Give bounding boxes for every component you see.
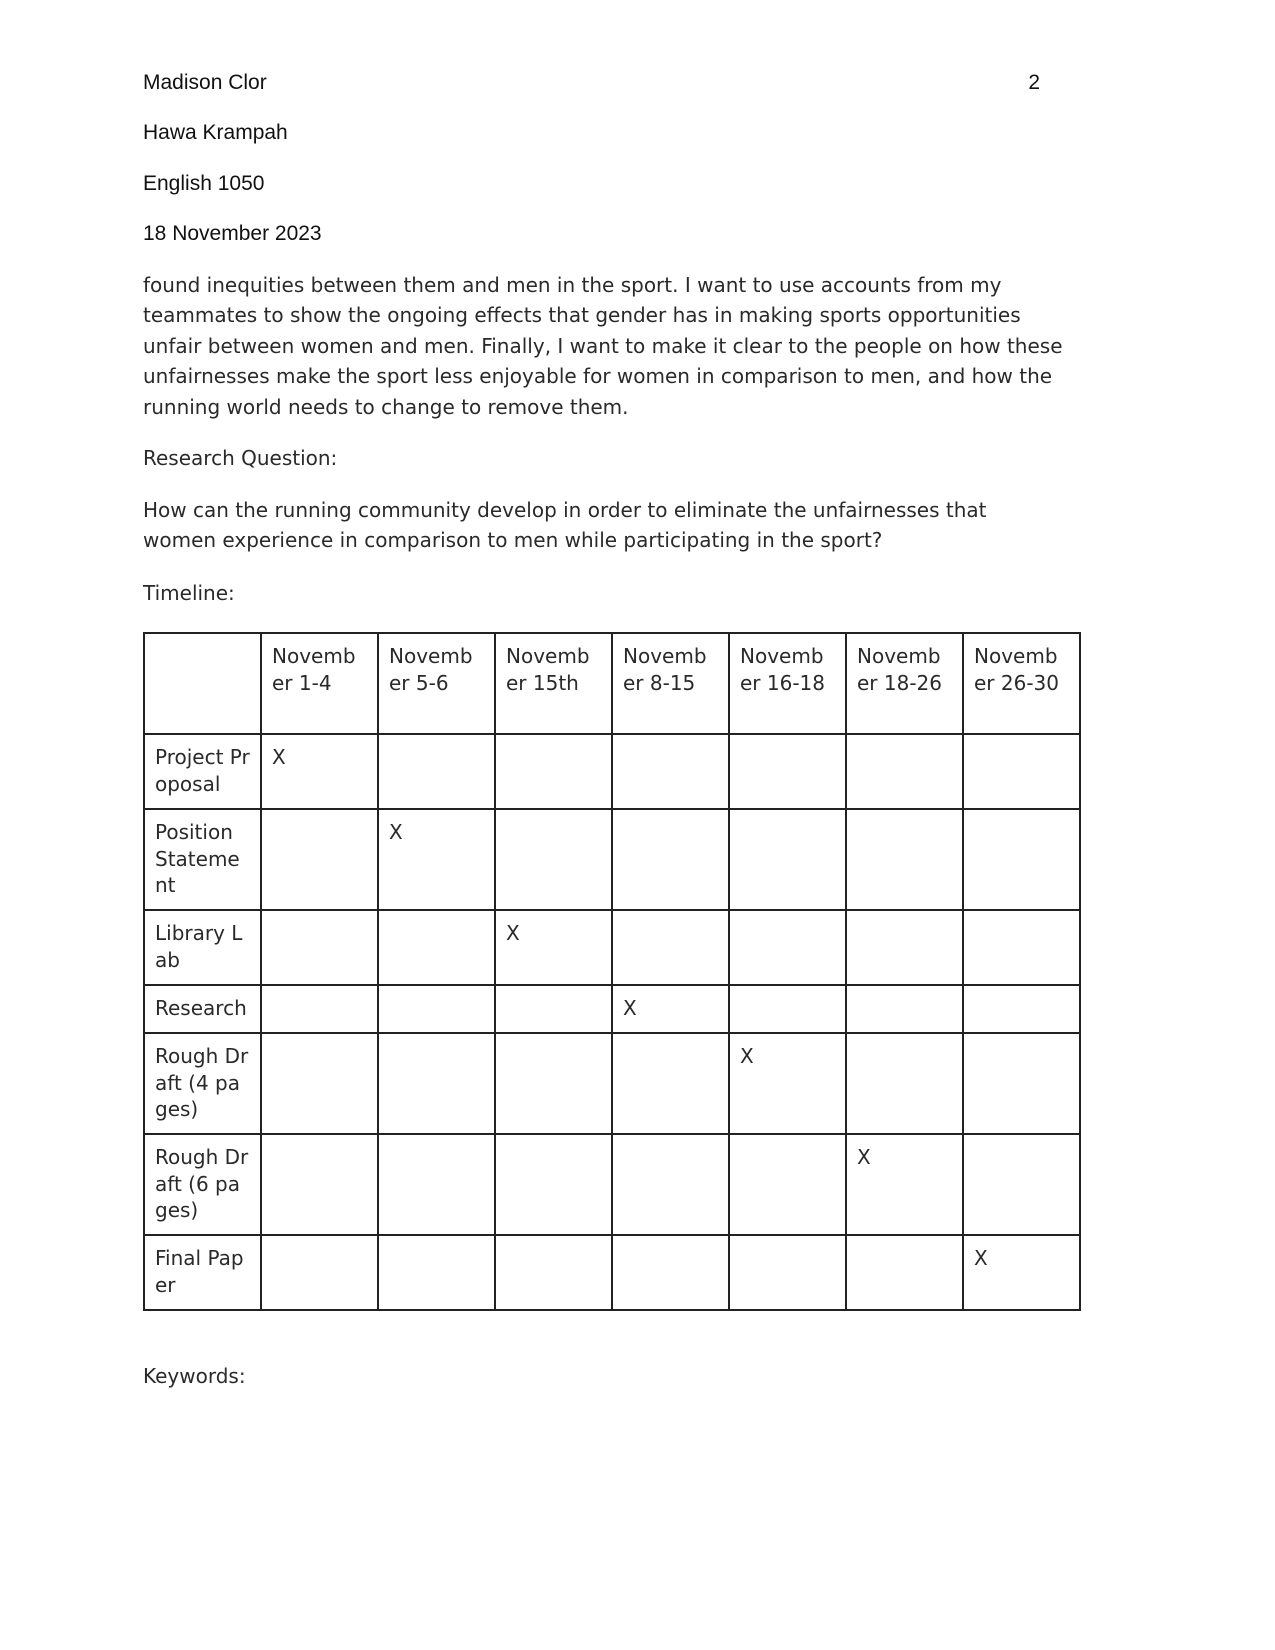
schedule-cell (378, 985, 495, 1033)
column-header: November 5-6 (378, 633, 495, 734)
table-row (144, 985, 1080, 1033)
schedule-cell (495, 1235, 612, 1310)
schedule-cell (612, 1033, 729, 1134)
timeline-table (143, 632, 1081, 1311)
task-name: Library Lab (144, 910, 261, 985)
schedule-cell (963, 734, 1080, 809)
schedule-cell (612, 809, 729, 910)
research-question: How can the running community develop in order to eliminate the unfairnesses that women experience in comparison to men while participating in the sport? (143, 498, 987, 553)
schedule-cell (612, 910, 729, 985)
task-name: Position Statement (144, 809, 261, 910)
schedule-cell: X (261, 734, 378, 809)
schedule-cell (612, 734, 729, 809)
column-header: November 16-18 (729, 633, 846, 734)
schedule-cell (261, 809, 378, 910)
schedule-cell (495, 1033, 612, 1134)
schedule-cell (729, 734, 846, 809)
column-header: November 8-15 (612, 633, 729, 734)
schedule-cell (261, 910, 378, 985)
schedule-cell: X (378, 809, 495, 910)
page-number: 2 (1028, 71, 1040, 94)
schedule-cell: X (612, 985, 729, 1033)
task-name: Final Paper (144, 1235, 261, 1310)
timeline-label: Timeline: (143, 581, 235, 605)
schedule-cell (261, 1033, 378, 1134)
schedule-cell (261, 985, 378, 1033)
schedule-cell (612, 1235, 729, 1310)
course-name: English 1050 (143, 172, 265, 195)
schedule-cell (846, 985, 963, 1033)
document-date: 18 November 2023 (143, 222, 322, 245)
schedule-cell (846, 1033, 963, 1134)
table-row (144, 1134, 1080, 1235)
schedule-cell (729, 1134, 846, 1235)
schedule-cell (495, 809, 612, 910)
schedule-cell (378, 1134, 495, 1235)
schedule-cell (378, 1033, 495, 1134)
schedule-cell: X (495, 910, 612, 985)
schedule-cell (378, 910, 495, 985)
research-question-label: Research Question: (143, 446, 338, 470)
column-header: November 18-26 (846, 633, 963, 734)
schedule-cell (963, 1033, 1080, 1134)
schedule-cell (846, 734, 963, 809)
table-row (144, 809, 1080, 910)
table-header-row (144, 633, 1080, 734)
schedule-cell (612, 1134, 729, 1235)
schedule-cell (378, 734, 495, 809)
table-row (144, 1033, 1080, 1134)
schedule-cell (261, 1134, 378, 1235)
author-name: Madison Clor (143, 71, 267, 94)
schedule-cell (963, 1134, 1080, 1235)
task-name: Rough Draft (6 pages) (144, 1134, 261, 1235)
empty-header-cell (144, 633, 261, 734)
schedule-cell: X (963, 1235, 1080, 1310)
column-header: November 1-4 (261, 633, 378, 734)
schedule-cell (495, 985, 612, 1033)
task-name: Research (144, 985, 261, 1033)
schedule-cell (846, 1235, 963, 1310)
schedule-cell (261, 1235, 378, 1310)
schedule-cell (378, 1235, 495, 1310)
schedule-cell: X (846, 1134, 963, 1235)
schedule-cell (963, 809, 1080, 910)
schedule-cell (495, 1134, 612, 1235)
column-header: November 26-30 (963, 633, 1080, 734)
schedule-cell (729, 910, 846, 985)
schedule-cell (963, 985, 1080, 1033)
schedule-cell (846, 809, 963, 910)
schedule-cell (729, 809, 846, 910)
table-row (144, 910, 1080, 985)
keywords-label: Keywords: (143, 1364, 246, 1388)
schedule-cell (729, 985, 846, 1033)
schedule-cell (495, 734, 612, 809)
task-name: Project Proposal (144, 734, 261, 809)
table-row (144, 734, 1080, 809)
column-header: November 15th (495, 633, 612, 734)
schedule-cell (963, 910, 1080, 985)
body-paragraph: found inequities between them and men in the sport. I want to use accounts from my teammates to show the ongoing effects that gender has in making sports opportunities unfair between women and men. Finally, I want to make it clear to the people on how these unfairnesses make the sport less enjoyable for women in comparison to men, and how the running world needs to change to remove them. (143, 273, 1063, 419)
schedule-cell (729, 1235, 846, 1310)
schedule-cell: X (729, 1033, 846, 1134)
task-name: Rough Draft (4 pages) (144, 1033, 261, 1134)
table-row (144, 1235, 1080, 1310)
instructor-name: Hawa Krampah (143, 121, 288, 144)
schedule-cell (846, 910, 963, 985)
